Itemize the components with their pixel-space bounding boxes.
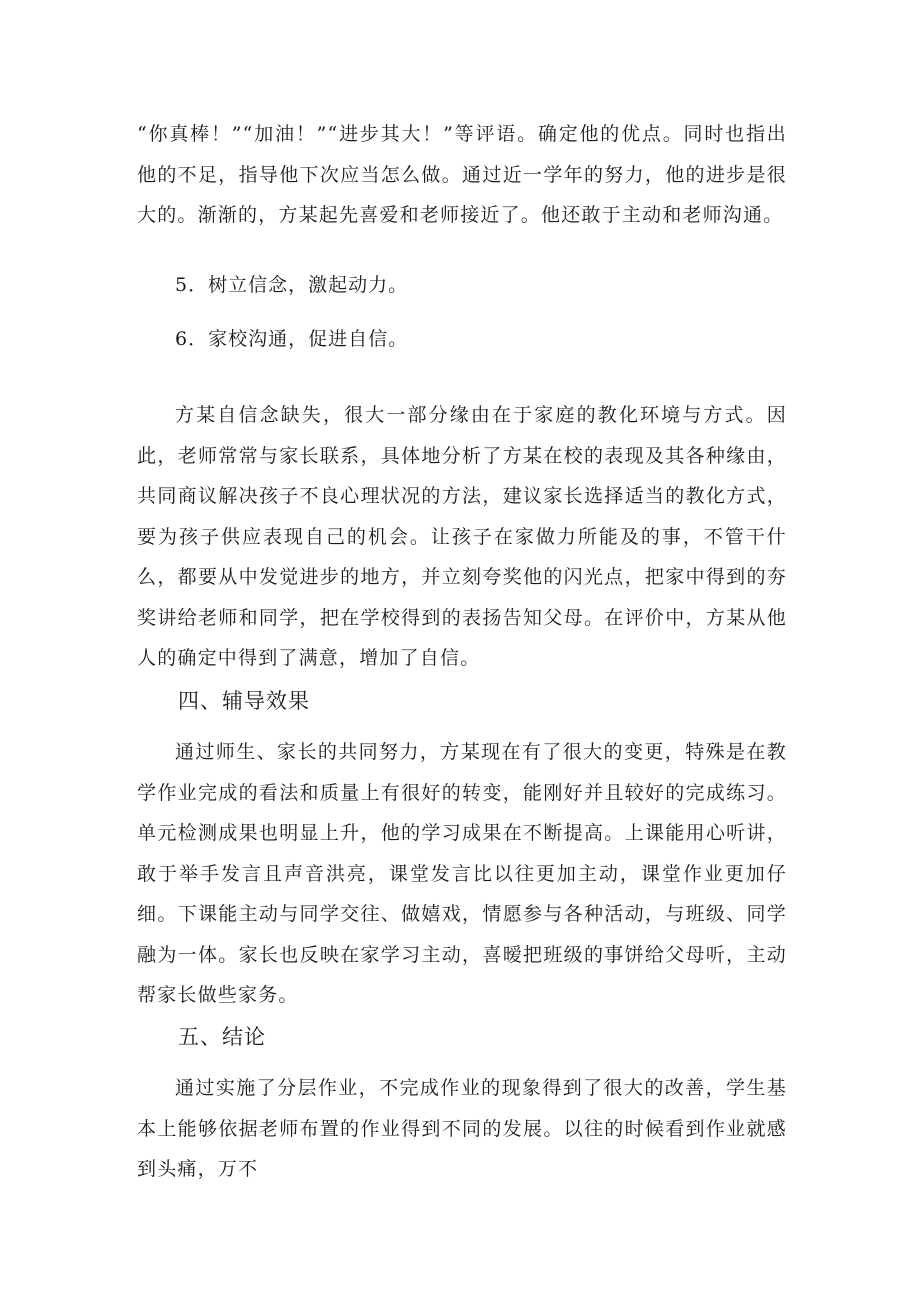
paragraph-conclusion: 通过实施了分层作业，不完成作业的现象得到了很大的改善，学生基本上能够依据老师布置的作业得到不同的发展。以往的时候看到作业就感到头痛，万不	[137, 1077, 787, 1180]
paragraph-praise: “你真棒！”“加油！”“进步其大！”等评语。确定他的优点。同时也指出他的不足，指导他下次应当怎么做。通过近一学年的努力，他的进步是很大的。渐渐的，方某起先喜爱和老师接近了。他还敢于主动和老师沟通。	[137, 123, 787, 226]
paragraph-effect: 通过师生、家长的共同努力，方某现在有了很大的变更，特殊是在教学作业完成的看法和质量上有很好的转变，能刚好并且较好的完成练习。单元检测成果也明显上升，他的学习成果在不断提高。上课能用心听讲，敢于举手发言且声音洪亮，课堂发言比以往更加主动，课堂作业更加仔细。下课能主动与同学交往、做嬉戏，情愿参与各种活动，与班级、同学融为一体。家长也反映在家学习主动，喜暧把班级的事饼给父母听，主动帮家长做些家务。	[137, 741, 787, 1006]
list-item-6: 6．家校沟通，促进自信。	[175, 328, 409, 350]
paragraph-home-school: 方某自信念缺失，很大一部分缘由在于家庭的教化环境与方式。因此，老师常常与家长联系，具体地分析了方某在校的表现及其各种缘由，共同商议解决孩子不良心理状况的方法，建议家长选择适当的教化方式，要为孩子供应表现自己的机会。让孩子在家做力所能及的事，不管干什么，都要从中发觉进步的地方，并立刻夸奖他的闪光点，把家中得到的夯奖讲给老师和同学，把在学校得到的表扬告知父母。在评价中，方某从他人的确定中得到了满意，增加了自信。	[137, 404, 787, 669]
section-heading-conclusion: 五、结论	[178, 1025, 266, 1049]
list-item-5: 5．树立信念，激起动力。	[175, 274, 409, 296]
section-heading-effect: 四、辅导效果	[178, 689, 310, 713]
